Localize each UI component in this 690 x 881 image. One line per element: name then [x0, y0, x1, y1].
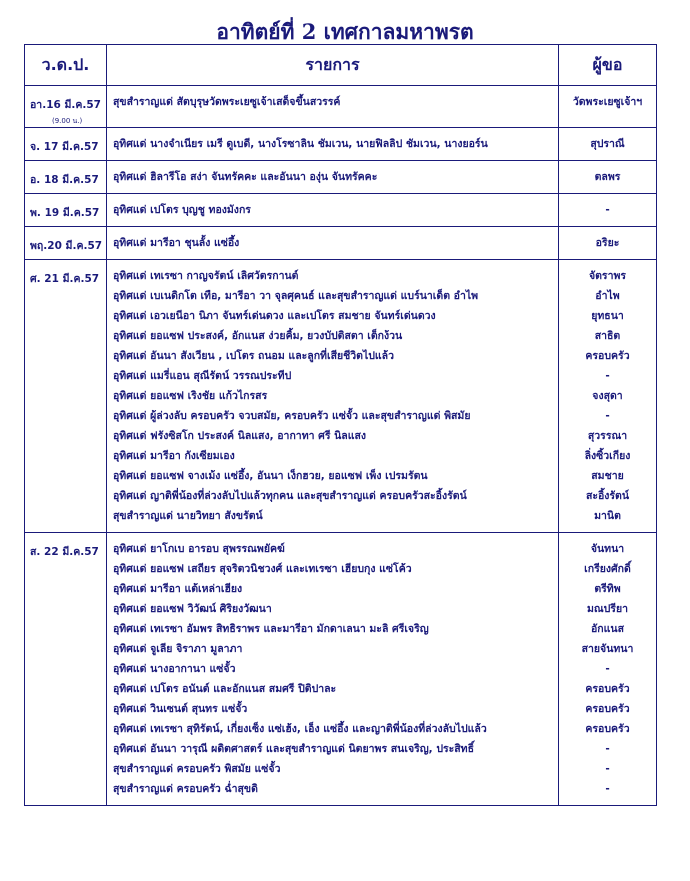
requester-name: จันทนา [590, 543, 625, 555]
intention-line: อุทิศแด่ อันนา สังเวียน , เปโตร ถนอม และลูกที่เสียชีวิตไปแล้ว [113, 350, 395, 362]
date-text: พฤ.20 มี.ค.57 [30, 240, 103, 252]
requester-name: มานิต [594, 510, 621, 522]
table-row [25, 128, 657, 161]
requester-name: สาธิต [594, 330, 621, 342]
intention-line: อุทิศแด่ ยอแซฟ เริงชัย แก้วไกรสร [113, 390, 268, 402]
items-cell [107, 128, 559, 161]
intention-line: อุทิศแด่ เปโตร อนันต์ และอักแนส สมศรี ปิติปาละ [113, 683, 337, 695]
table-row [25, 86, 657, 128]
requester-name: สมชาย [591, 470, 624, 482]
items-cell [107, 194, 559, 227]
intention-line: อุทิศแด่ ฮิลารีโอ สง่า จันทรัคคะ และอันนา องุ่น จันทรัคคะ [113, 171, 378, 183]
requester-name: - [605, 763, 610, 775]
column-header-items: รายการ [107, 45, 559, 86]
requester-name: อักแนส [590, 623, 625, 635]
intention-line: อุทิศแด่ มารีอา แต้เหล่าเฮียง [113, 583, 243, 595]
requester-name: ครอบครัว [585, 703, 630, 715]
table-row [25, 194, 657, 227]
intention-line: อุทิศแด่ ญาติพี่น้องที่ล่วงลับไปแล้วทุกคน และสุขสำราญแด่ ครอบครัวสะอิ้งรัตน์ [113, 490, 467, 502]
column-header-requester: ผู้ขอ [559, 45, 657, 86]
requester-name: จงสุดา [592, 390, 623, 402]
date-cell [25, 161, 107, 194]
requester-name: - [605, 743, 610, 755]
intention-line: อุทิศแด่ วินเซนต์ สุนทร แซ่จั้ว [113, 703, 248, 715]
requester-cell [559, 128, 657, 161]
intention-line: อุทิศแด่ มารีอา ชุนลั้ง แซ่อึ้ง [113, 237, 240, 249]
items-cell [107, 260, 559, 533]
date-text: ศ. 21 มี.ค.57 [30, 273, 100, 285]
requester-name: สุวรรณา [587, 430, 628, 442]
requester-name: อริยะ [595, 237, 620, 249]
column-header-date: ว.ด.ป. [25, 45, 107, 86]
requester-name: ลิ่งซิ้วเกียง [584, 450, 631, 462]
intention-line: สุขสำราญแด่ ครอบครัว พิสมัย แซ่จั้ว [113, 763, 281, 775]
date-cell [25, 533, 107, 806]
intention-line: สุขสำราญแด่ สัตบุรุษวัดพระเยซูเจ้าเสด็จขึ้นสวรรค์ [113, 96, 341, 108]
intention-line: อุทิศแด่ เบเนดิกโต เทือ, มารีอา วา จุลศุคนธ์ และสุขสำราญแด่ แบร์นาเด็ต อำไพ [113, 290, 479, 302]
date-text: พ. 19 มี.ค.57 [30, 207, 100, 219]
requester-name: ครอบครัว [585, 350, 630, 362]
table-header-row [25, 45, 657, 86]
time-note: (9.00 น.) [52, 117, 83, 125]
date-cell [25, 86, 107, 128]
requester-cell [559, 260, 657, 533]
date-cell [25, 128, 107, 161]
requester-cell [559, 533, 657, 806]
intention-line: อุทิศแด่ เทเรซา สุทิรัตน์, เกี่ยงเซ็ง แซ่เฮ้ง, เอ็ง แซ่อึ้ง และญาติพี่น้องที่ล่วงลับไปแล้ว [113, 723, 487, 735]
date-text: ส. 22 มี.ค.57 [30, 546, 99, 558]
intention-line: อุทิศแด่ ยอแซฟ เสถียร สุจริตวนิชวงศ์ และเทเรซา เฮียบกุง แซ่โค้ว [113, 563, 412, 575]
items-cell [107, 161, 559, 194]
requester-name: สายจันทนา [581, 643, 634, 655]
date-text: อ. 18 มี.ค.57 [30, 174, 99, 186]
requester-name: เกรียงศักดิ์ [584, 563, 631, 575]
intention-line: อุทิศแด่ เปโตร บุญชู ทองมังกร [113, 204, 251, 216]
requester-name: ครอบครัว [585, 723, 630, 735]
table-row [25, 260, 657, 533]
requester-name: ตลพร [594, 171, 621, 183]
table-row [25, 161, 657, 194]
intention-line: อุทิศแด่ นางจำเนียร เมรี ดูเบดี, นางโรซาลิน ชัมเวน, นายฟิลลิป ชัมเวน, นางยอร์น [113, 138, 488, 150]
intention-line: อุทิศแด่ ผู้ล่วงลับ ครอบครัว จวบสมัย, ครอบครัว แซ่จั้ว และสุขสำราญแด่ พิสมัย [113, 410, 471, 422]
intention-line: อุทิศแด่ มารีอา กังเซียมเอง [113, 450, 235, 462]
intention-line: อุทิศแด่ นางอากานา แซ่จั้ว [113, 663, 236, 675]
items-cell [107, 533, 559, 806]
date-text: อา.16 มี.ค.57 [30, 99, 101, 111]
requester-cell [559, 227, 657, 260]
requester-name: วัดพระเยซูเจ้าฯ [572, 96, 643, 108]
intention-line: อุทิศแด่ เทเรซา กาญจรัตน์ เลิศวัตรกานต์ [113, 270, 299, 282]
table-row [25, 533, 657, 806]
items-cell [107, 86, 559, 128]
intention-line: อุทิศแด่ เอวเยนีอา นิภา จันทร์เด่นดวง และเปโตร สมชาย จันทร์เด่นดวง [113, 310, 436, 322]
requester-name: สะอิ้งรัตน์ [585, 490, 630, 502]
intention-line: อุทิศแด่ ฟรังซิสโก ประสงค์ นิลแสง, อากาทา ศรี นิลแสง [113, 430, 367, 442]
table-body [25, 86, 657, 806]
intention-line: อุทิศแด่ เทเรซา อัมพร สิทธิราพร และมารีอา มักดาเลนา มะลิ ศรีเจริญ [113, 623, 429, 635]
requester-cell [559, 86, 657, 128]
requester-name: - [605, 204, 610, 216]
requester-name: จัตราพร [588, 270, 627, 282]
requester-name: อำไพ [595, 290, 620, 302]
date-cell [25, 260, 107, 533]
requester-name: มณปรียา [586, 603, 628, 615]
requester-name: ตรีทิพ [594, 583, 621, 595]
date-cell [25, 194, 107, 227]
intention-line: สุขสำราญแด่ นายวิทยา สังขรัตน์ [113, 510, 263, 522]
intention-line: อุทิศแด่ ยอแซฟ ประสงค์, อักแนส ง่วยคิ้ม, ยวงบัปติสตา เต็กง้วน [113, 330, 403, 342]
requester-name: ครอบครัว [585, 683, 630, 695]
intention-line: อุทิศแด่ อันนา วารุณี ผดิตศาสตร์ และสุขสำราญแด่ นิตยาพร สนเจริญ, ประสิทธิ์ [113, 743, 475, 755]
intention-line: สุขสำราญแด่ ครอบครัว ฉ่ำสุขดิ [113, 783, 258, 795]
date-text: จ. 17 มี.ค.57 [30, 141, 99, 153]
requester-name: - [605, 370, 610, 382]
requester-name: - [605, 410, 610, 422]
intention-line: อุทิศแด่ ยอแซฟ จางเม้ง แซ่อึ้ง, อันนา เง็กฮวย, ยอแซฟ เพ็ง เปรมรัตน [113, 470, 428, 482]
requester-name: - [605, 783, 610, 795]
requester-name: - [605, 663, 610, 675]
requester-name: สุปราณี [590, 138, 625, 150]
requester-name: ยุทธนา [591, 310, 624, 322]
date-cell [25, 227, 107, 260]
intention-line: อุทิศแด่ จูเลีย จิราภา มูลาภา [113, 643, 243, 655]
intention-line: อุทิศแด่ ยอแซฟ วิวัฒน์ ศิริยงวัฒนา [113, 603, 272, 615]
intention-line: อุทิศแด่ แมรี่แอน สุณีรัตน์ วรรณประทีป [113, 370, 292, 382]
requester-cell [559, 194, 657, 227]
mass-intentions-table [24, 44, 657, 806]
table-row [25, 227, 657, 260]
requester-cell [559, 161, 657, 194]
page-title: อาทิตย์ที่ 2 เทศกาลมหาพรต [216, 19, 474, 44]
items-cell [107, 227, 559, 260]
intention-line: อุทิศแด่ ยาโกเบ อารอบ สุพรรณพยัคฆ์ [113, 543, 285, 555]
